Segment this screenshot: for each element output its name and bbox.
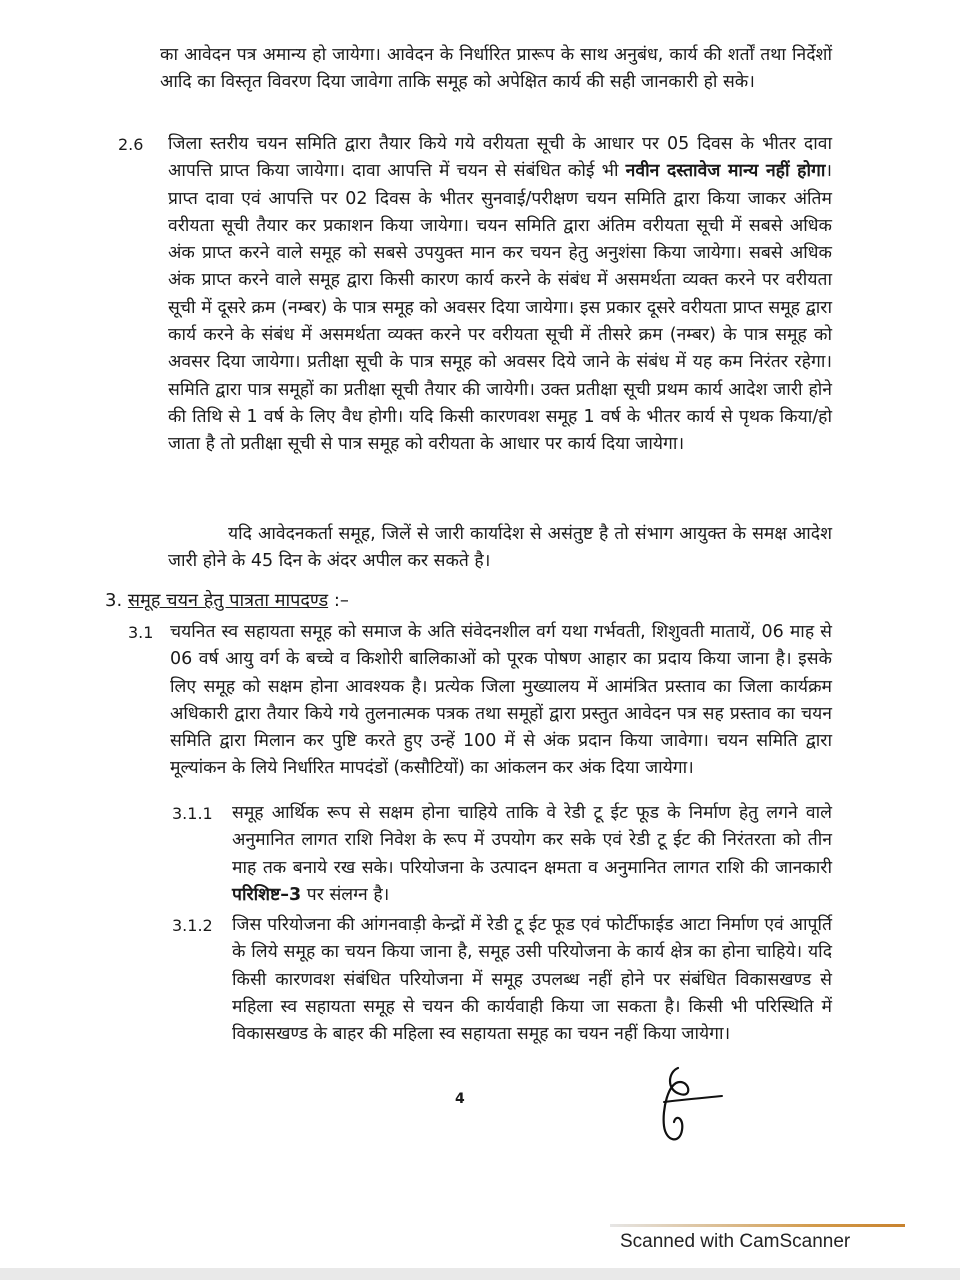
appeal-paragraph bbox=[168, 521, 832, 576]
section-3-suffix: :– bbox=[328, 590, 349, 611]
clause-2-6-text-a: जिला स्तरीय चयन समिति द्वारा तैयार किये गये वरीयता सूची के आधार पर 05 दिवस के भीतर दावा आपत्ति प्राप्त किया जायेगा। दावा आपत्ति में चयन से संबंधित कोई भी bbox=[168, 134, 832, 182]
clause-2-6-bold: नवीन दस्तावेज मान्य नहीं होगा bbox=[625, 161, 826, 182]
clause-number-2-6: 2.6 bbox=[118, 135, 144, 154]
clause-2-6-text-b: । प्राप्त दावा एवं आपत्ति पर 02 दिवस के भीतर सुनवाई/परीक्षण चयन समिति द्वारा किया जाकर अंतिम वरीयता सूची तैयार कर प्रकाशन किया जायेगा। चयन समिति द्वारा अंतिम वरीयता सूची में सबसे अधिक अंक प्राप्त करने वाले समूह को सबसे उपयुक्त मान कर चयन हेतु अनुशंसा किया जायेगा। सबसे अधिक अंक प्राप्त करने वाले समूह द्वारा किसी कारण कार्य करने के संबंध में असमर्थता व्यक्त करने पर वरीयता सूची में दूसरे क्रम (नम्बर) के पात्र समूह को अवसर दिया जायेगा। इस प्रकार दूसरे वरीयता प्राप्त समूह द्वारा कार्य करने के संबंध में असमर्थता व्यक्त करने पर वरीयता सूची में तीसरे क्रम (नम्बर) के पात्र समूह को अवसर दिया जायेगा। प्रतीक्षा सूची के पात्र समूह को अवसर दिये जाने के संबंध में यह कम निरंतर रहेगा। समिति द्वारा पात्र समूहों का प्रतीक्षा सूची तैयार की जायेगी। उक्त प्रतीक्षा सूची प्रथम कार्य आदेश जारी होने की तिथि से 1 वर्ष के लिए वैध होगी। यदि किसी कारणवश समूह 1 वर्ष के भीतर कार्य से पृथक किया/हो जाता है तो प्रतीक्षा सूची से पात्र समूह को वरीयता के आधार पर कार्य दिया जायेगा। bbox=[168, 161, 833, 455]
clause-3-1-1-text-a: समूह आर्थिक रूप से सक्षम होना चाहिये ताकि वे रेडी टू ईट फूड के निर्माण हेतु लगने वाले अनुमानित लागत राशि निवेश के रूप में उपयोग कर सके एवं रेडी टू ईट की निरंतरता को तीन माह तक बनाये रख सके। परियोजना के उत्पादन क्षमता व अनुमानित लागत राशि की जानकारी bbox=[232, 803, 832, 878]
clause-3-1-1-text-b: पर संलग्न है। bbox=[301, 884, 390, 905]
scanned-with-label: Scanned with CamScanner bbox=[620, 1231, 851, 1252]
clause-number-3-1: 3.1 bbox=[128, 623, 154, 642]
clause-number-3-1-2: 3.1.2 bbox=[172, 916, 213, 935]
section-3-heading bbox=[105, 588, 349, 614]
clause-3-1-1-bold: परिशिष्ट–3 bbox=[232, 884, 302, 905]
footer-divider bbox=[610, 1224, 905, 1227]
signature-icon bbox=[650, 1060, 730, 1150]
clause-3-1-paragraph bbox=[170, 619, 832, 783]
page-number: 4 bbox=[455, 1091, 465, 1107]
clause-number-3-1-1: 3.1.1 bbox=[172, 804, 213, 823]
continuation-paragraph bbox=[160, 42, 832, 97]
appeal-text: यदि आवेदनकर्ता समूह, जिलें से जारी कार्यादेश से असंतुष्ट है तो संभाग आयुक्त के समक्ष आदेश जारी होने के 45 दिन के अंदर अपील कर सकते है। bbox=[168, 524, 832, 572]
clause-3-1-1-paragraph bbox=[232, 800, 832, 909]
clause-2-6-paragraph bbox=[168, 131, 832, 459]
clause-3-1-2-paragraph bbox=[232, 912, 832, 1048]
bottom-bar bbox=[0, 1268, 960, 1280]
continuation-text: का आवेदन पत्र अमान्य हो जायेगा। आवेदन के निर्धारित प्रारूप के साथ अनुबंध, कार्य की शर्तों तथा निर्देशों आदि का विस्तृत विवरण दिया जावेगा ताकि समूह को अपेक्षित कार्य की सही जानकारी हो सके। bbox=[160, 45, 832, 93]
clause-3-1-2-text: जिस परियोजना की आंगनवाड़ी केन्द्रों में रेडी टू ईट फूड एवं फोर्टीफाईड आटा निर्माण एवं आपूर्ति के लिये समूह का चयन किया जाना है, समूह उसी परियोजना के कार्य क्षेत्र का होना चाहिये। यदि किसी कारणवश संबंधित परियोजना में समूह उपलब्ध नहीं होने पर संबंधित विकासखण्ड से महिला स्व सहायता समूह से चयन की कार्यवाही किया जा सकता है। किसी भी परिस्थिति में विकासखण्ड के बाहर की महिला स्व सहायता समूह का चयन नहीं किया जायेगा। bbox=[232, 915, 832, 1045]
clause-3-1-text: चयनित स्व सहायता समूह को समाज के अति संवेदनशील वर्ग यथा गर्भवती, शिशुवती मातायें, 06 माह से 06 वर्ष आयु वर्ग के बच्चे व किशोरी बालिकाओं को पूरक पोषण आहार का प्रदाय किया जाना है। इसके लिए समूह को सक्षम होना आवश्यक है। प्रत्येक जिला मुख्यालय में आमंत्रित प्रस्ताव का जिला कार्यक्रम अधिकारी द्वारा तैयार किये गये तुलनात्मक पत्रक तथा समूहों द्वारा प्रस्तुत आवेदन पत्र सह प्रस्ताव का चयन समिति द्वारा मिलान कर पुष्टि करते हुए उन्हें 100 में से अंक प्रदान किया जावेगा। चयन समिति द्वारा मूल्यांकन के लिये निर्धारित मापदंडों (कसौटियों) का आंकलन कर अंक दिया जायेगा। bbox=[170, 622, 832, 779]
section-3-number: 3. bbox=[105, 590, 123, 611]
section-3-title: समूह चयन हेतु पात्रता मापदण्ड bbox=[127, 590, 329, 611]
